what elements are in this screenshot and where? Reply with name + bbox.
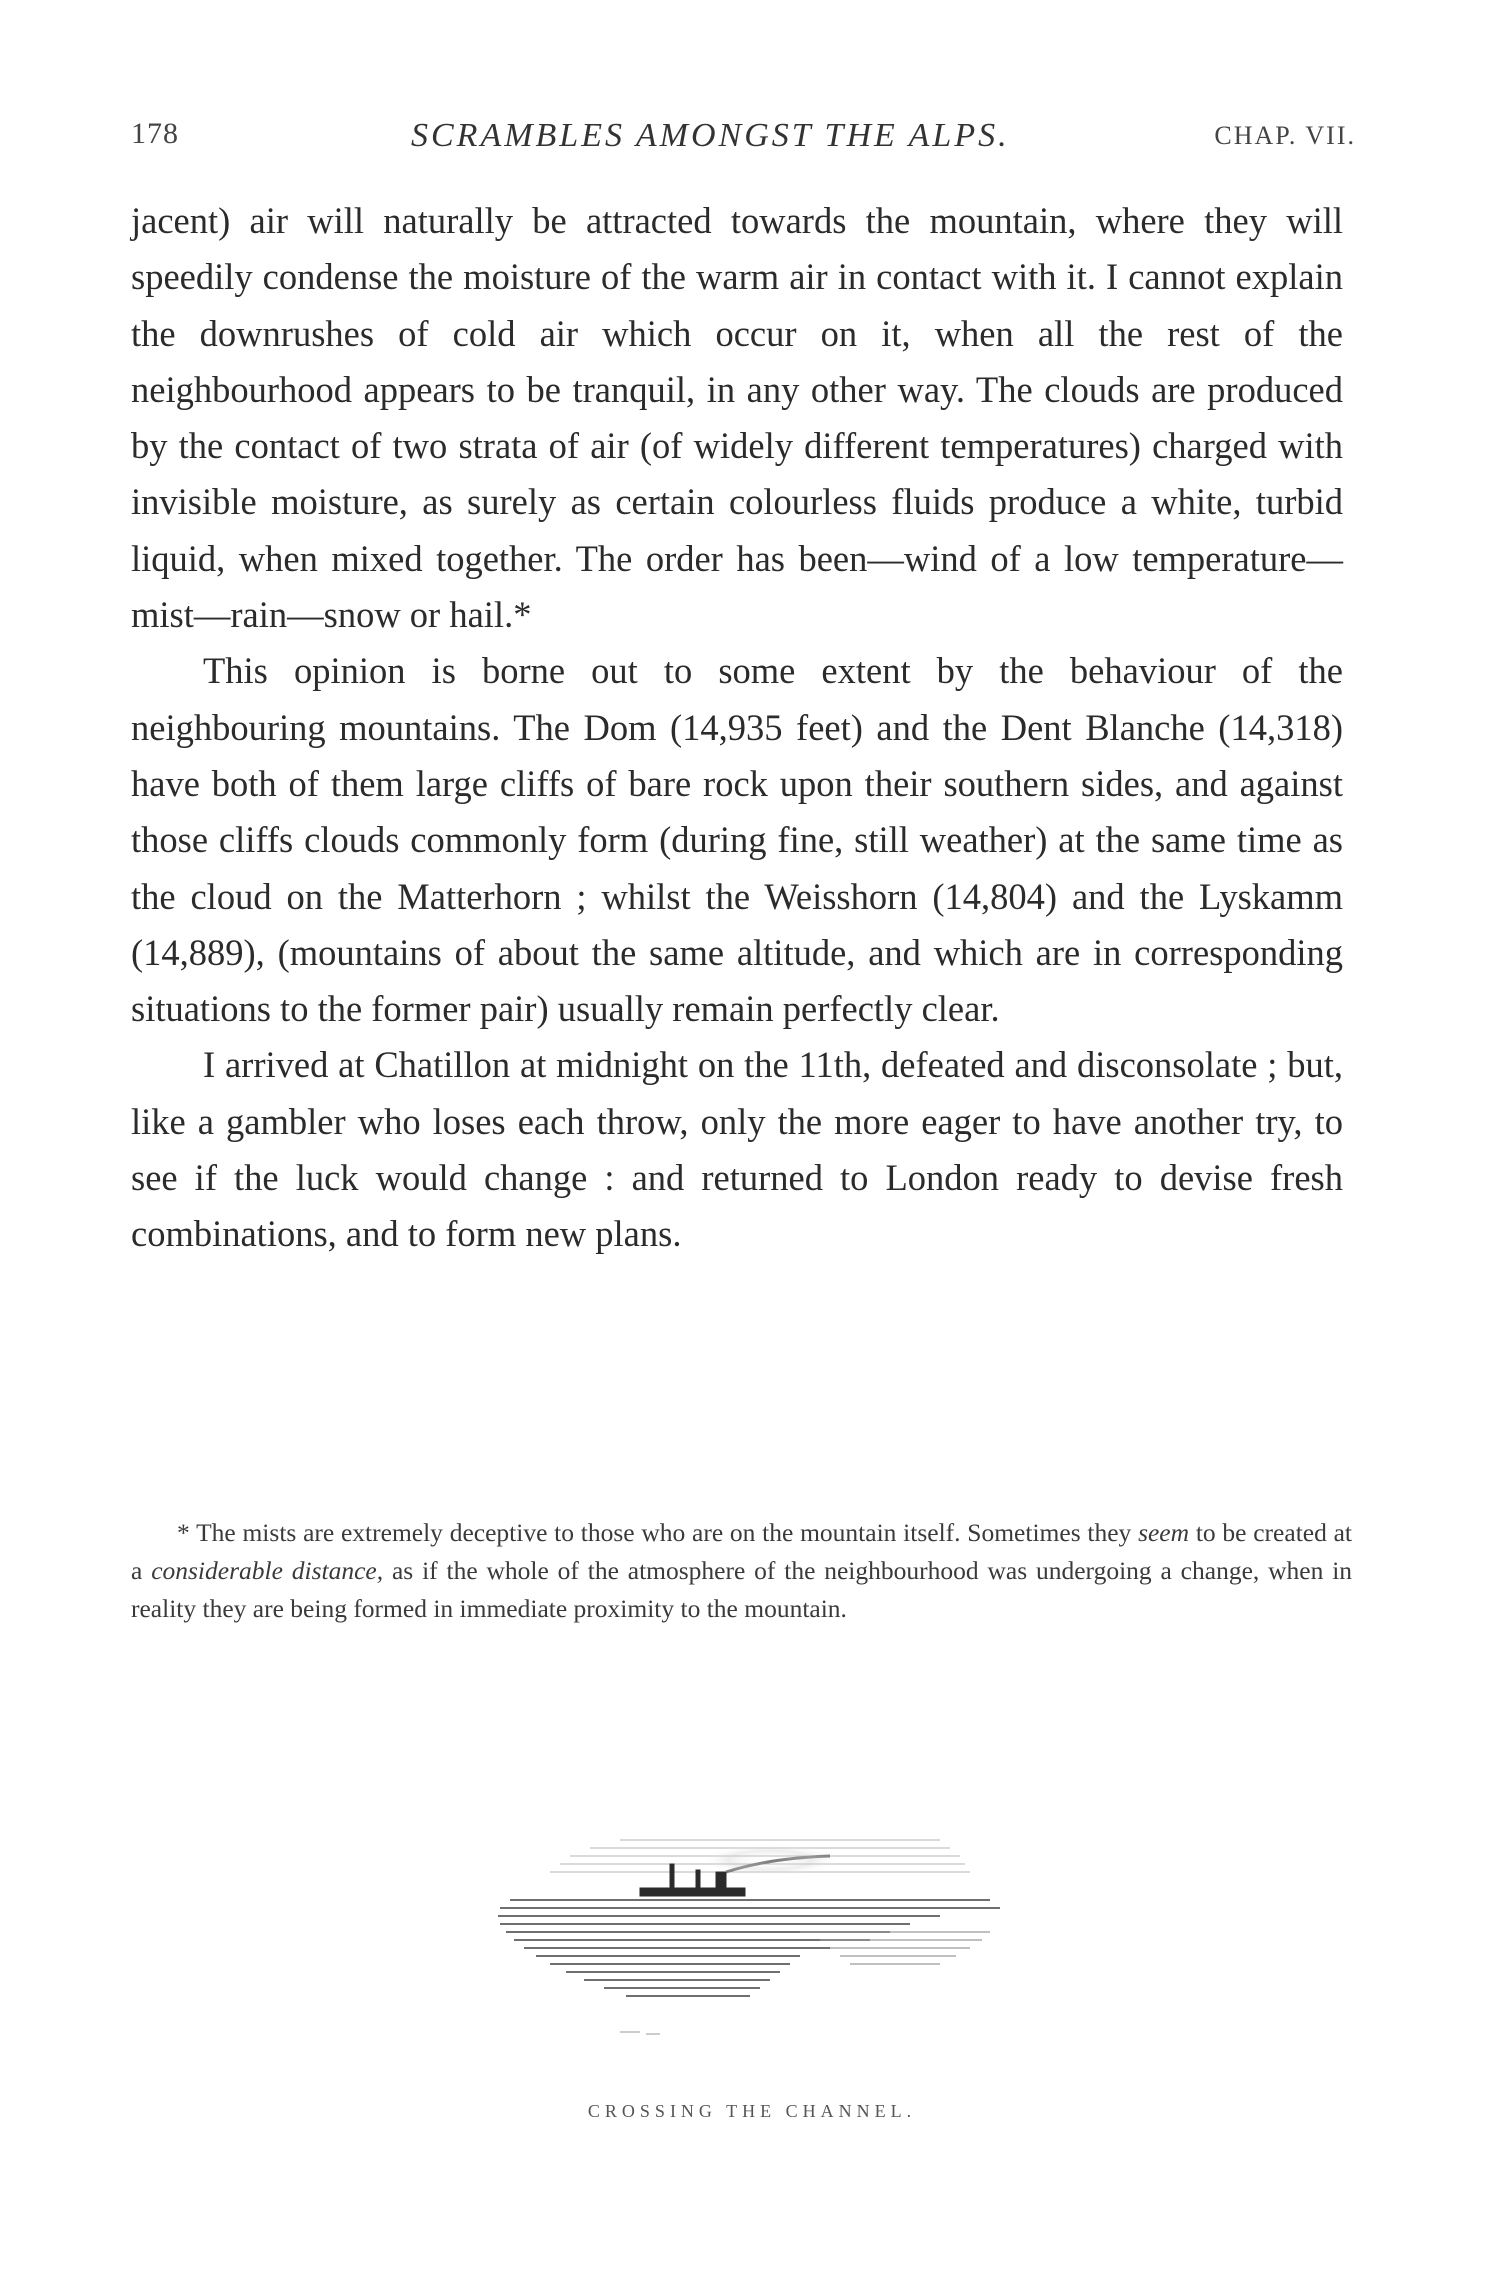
- footnote-emphasis-2: considerable distance,: [151, 1556, 384, 1585]
- footnote: [131, 1514, 1352, 1628]
- footnote-marker: *: [177, 1518, 190, 1547]
- footnote-text-2: to be created at a: [131, 1518, 1353, 1585]
- illustration-caption: CROSSING THE CHANNEL.: [587, 2101, 917, 2121]
- paragraph-1: jacent) air will naturally be attracted towards the mountain, where they will speedily condense the moisture of the warm air in contact with it. I cannot explain the downrushes of cold air which occur on it, when all the rest of the neighbourhood appears to be tranquil, in any other way. The clouds are produced by the contact of two strata of air (of widely different temperatures) charged with invisible moisture, as surely as certain colourless fluids produce a white, turbid liquid, when mixed together. The order has been—wind of a low temperature—mist—rain—snow or hail.*: [131, 200, 1343, 636]
- paragraph-2: This opinion is borne out to some extent by the behaviour of the neighbouring mountains. The Dom (14,935 feet) and the Dent Blanche (14,318) have both of them large cliffs of bare rock upon their southern sides, and against those cliffs clouds commonly form (during fine, still weather) at the same time as the cloud on the Matterhorn ; whilst the Weisshorn (14,804) and the Lyskamm (14,889), (mountains of about the same altitude, and which are in corresponding situations to the former pair) usually remain perfectly clear.: [131, 650, 1343, 1030]
- paragraph-3: I arrived at Chatillon at midnight on the 11th, defeated and disconsolate ; but, like a gambler who loses each throw, only the more eager to have another try, to see if the luck would change : and returned to London ready to devise fresh combinations, and to form new plans.: [131, 1044, 1343, 1255]
- chapter-label: CHAP. VII.: [1214, 121, 1356, 150]
- channel-crossing-engraving: [470, 1800, 1030, 2060]
- footnote-emphasis-1: seem: [1138, 1518, 1190, 1547]
- main-text: [131, 193, 1343, 1263]
- foreground-marks: [620, 2032, 660, 2034]
- running-header: [131, 117, 1356, 165]
- footnote-text-3: as if the whole of the atmosphere of the neighbourhood was undergoing a change, when in reality they are being formed in immediate proximity to the mountain.: [131, 1556, 1353, 1623]
- page-number: 178: [131, 117, 179, 150]
- footnote-text-1: The mists are extremely deceptive to those who are on the mountain itself. Sometimes they: [196, 1518, 1132, 1547]
- running-title: SCRAMBLES AMONGST THE ALPS.: [411, 117, 1010, 154]
